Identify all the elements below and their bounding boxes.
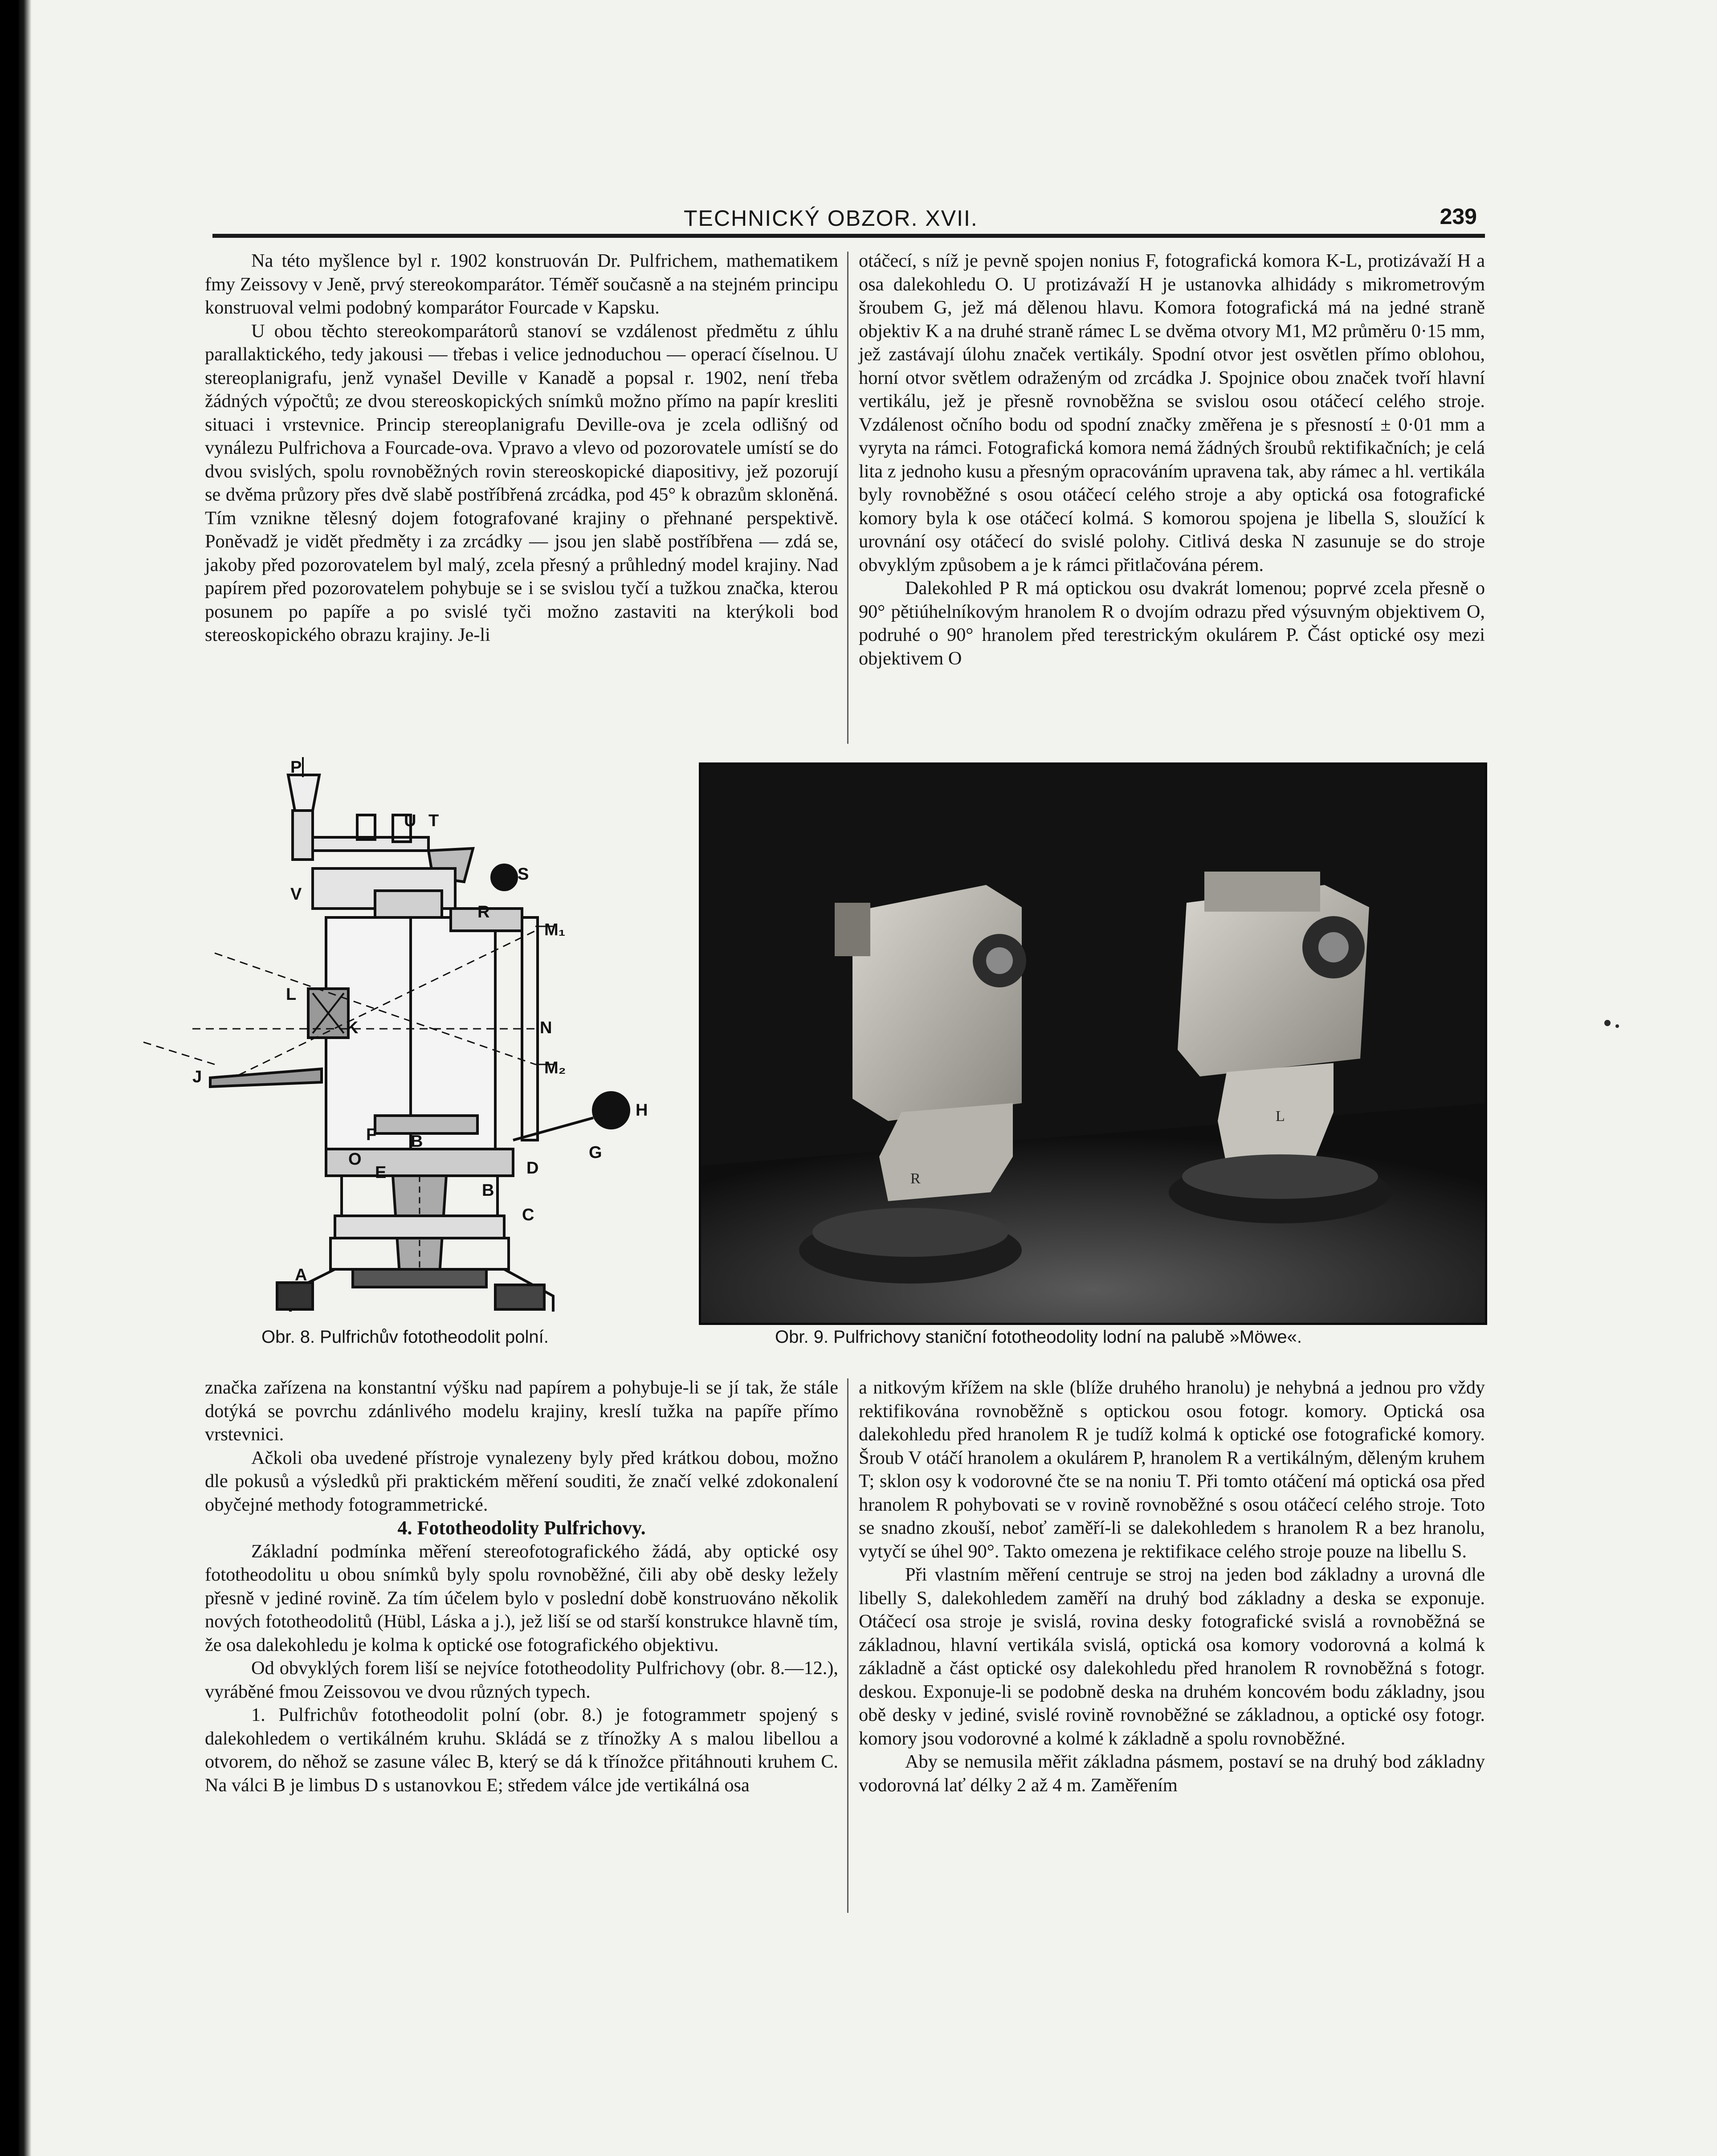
label-L: L: [286, 985, 297, 1004]
figure-9-caption: Obr. 9. Pulfrichovy staniční fototheodolity lodní na palubě »Möwe«.: [775, 1327, 1302, 1347]
label-R: R: [477, 903, 490, 921]
paragraph: Při vlastním měření centruje se stroj na jeden bod základny a urovná dle libelly S, dalekohledem zaměří na druhý bod základny a deska se exponuje. Otáčecí osa stroje je svislá, rovina desky fotografické svislá a rovnoběžná se základnou, hlavní vertikála svislá, optická osa komory vodorovná a kolmá k základně a část optické osy dalekohledu před hranolem R rovnoběžná s fotogr. deskou. Exponuje-li se podobně deska na druhém koncovém bodu základny, jsou obě desky v jediné, svislé rovině rovnoběžné se základnou, a optické osy fotogr. komory jsou vodorovné a kolmé k základně a spolu rovnoběžné.: [859, 1564, 1485, 1749]
running-header: [212, 203, 1485, 238]
label-B-upper: B: [411, 1132, 423, 1151]
scan-speck: [1615, 1024, 1619, 1028]
paragraph: 1. Pulfrichův fototheodolit polní (obr. 8.) je fotogrammetr spojený s dalekohledem o vertikálném kruhu. Skládá se z třínožky A s malou libellou a otvorem, do něhož se zasune válec B, který se dá k třínožce přitáhnouti kruhem C. Na válci B je limbus D s ustanovkou E; středem válce jde vertikálná osa: [205, 1704, 838, 1796]
column-left-top: [205, 249, 838, 647]
column-left-bottom: [205, 1376, 838, 1797]
paragraph: Základní podmínka měření stereofotografického žádá, aby optické osy fototheodolitu u obou snímků byly spolu rovnoběžné, čili aby obě desky ležely přesně v jediné rovině. Za tím účelem bylo v poslední době konstruováno několik nových fototheodolitů (Hübl, Láska a j.), jež liší se od starší konstrukce hlavně tím, že osa dalekohledu je kolma k optické ose fotografického objektivu.: [205, 1541, 838, 1655]
label-H: H: [636, 1101, 648, 1120]
label-A: A: [295, 1266, 307, 1284]
label-P: P: [290, 758, 302, 777]
paragraph: značka zařízena na konstantní výšku nad papírem a pohybuje-li se jí tak, že stále dotýká se povrchu zdánlivého modelu krajiny, kreslí tužka na papíře přímo vrstevnici.: [205, 1377, 838, 1445]
paragraph: Ačkoli oba uvedené přístroje vynalezeny byly před krátkou dobou, možno dle pokusů a výsledků při praktickém měření souditi, že značí velké zdokonalení obyčejné methody fotogrammetrické.: [205, 1447, 838, 1515]
label-O: O: [348, 1150, 362, 1169]
photo-mark-L: L: [1276, 1108, 1285, 1125]
page-number: 239: [1440, 204, 1477, 229]
figure-8-caption: Obr. 8. Pulfrichův fototheodolit polní.: [261, 1327, 549, 1347]
label-G: G: [589, 1143, 602, 1162]
label-V: V: [290, 885, 302, 904]
column-divider: [847, 1378, 848, 1913]
label-D: D: [526, 1159, 539, 1178]
journal-title: TECHNICKÝ OBZOR. XVII.: [684, 206, 978, 231]
paragraph: a nitkovým křížem na skle (blíže druhého hranolu) je nehybná a jednou pro vždy rektifikována rovnoběžně s optickou osou fotogr. komory. Optická osa dalekohledu před hranolem R je tudíž kolmá k optické ose fotografické komory. Šroub V otáčí hranolem a okulárem P, hranolem R a vertikálným, děleným kruhem T; sklon osy k vodorovné čte se na noniu T. Při tomto otáčení má optická osa před hranolem R pohybovati se v rovině rovnoběžné s osou otáčecí celého stroje. Toto se snadno zkouší, neboť zaměří-li se dalekohledem s hranolem R a bez hranolu, vytyčí se úhel 90°. Takto omezena je rektifikace celého stroje pouze na libellu S.: [859, 1377, 1485, 1562]
paragraph: Dalekohled P R má optickou osu dvakrát lomenou; poprvé zcela přesně o 90° pětiúhelníkovým hranolem R o dvojím odrazu před výsuvným objektivem O, podruhé o 90° hranolem před terestrickým okulárem P. Část optické osy mezi objektivem O: [859, 578, 1485, 669]
paragraph: Na této myšlence byl r. 1902 konstruován Dr. Pulfrichem, mathematikem fmy Zeissovy v Jeně, prvý stereokomparátor. Téměř současně a na stejném principu konstruoval velmi podobný komparátor Fourcade v Kapsku.: [205, 250, 838, 318]
scan-speck: [1604, 1020, 1611, 1026]
label-E: E: [375, 1163, 387, 1182]
paragraph: U obou těchto stereokomparátorů stanoví se vzdálenost předmětu z úhlu parallaktického, tedy jakousi — třebas i velice jednoduchou — operací číselnou. U stereoplanigrafu, jenž vynašel Deville v Kanadě a popsal r. 1902, není třeba žádných výpočtů; ze dvou stereoskopických snímků možno přímo na papír kresliti situaci i vrstevnice. Princip stereoplanigrafu Deville-ova je zcela odlišný od vynálezu Pulfrichova a Fourcade-ova. Vpravo a vlevo od pozorovatele umístí se do dvou svislých, spolu rovnoběžných rovin stereoskopické diapositivy, jež pozorují se dvěma průzory přes dvě slabě postříbřená zrcádka, pod 45° k obrazům skloněná. Tím vznikne tělesný dojem fotografované krajiny o přehnané perspektivě. Poněvadž je vidět předměty i za zrcádky — jsou jen slabě postříbřena — zdá se, jakoby před pozorovatelem byl malý, zcela přesný a průhledný model krajiny. Nad papírem před pozorovatelem pohybuje se i se svislou tyčí a tužkou značka, kterou posunem po papíře a po svislé tyči možno zastaviti na kterýkoli bod stereoskopického obrazu krajiny. Je-li: [205, 320, 838, 645]
label-F: F: [366, 1125, 377, 1144]
section-heading: 4. Fototheodolity Pulfrichovy.: [397, 1517, 646, 1539]
label-U: U: [404, 811, 416, 830]
label-T: T: [428, 811, 439, 830]
photo-theodolites: [701, 765, 1485, 1323]
paragraph: Od obvyklých forem liší se nejvíce fototheodolity Pulfrichovy (obr. 8.—12.), vyráběné fmou Zeissovou ve dvou různých typech.: [205, 1658, 838, 1702]
label-J: J: [192, 1068, 202, 1086]
label-N: N: [540, 1019, 552, 1037]
label-M1: M₁: [544, 921, 566, 939]
paragraph: otáčecí, s níž je pevně spojen nonius F, fotografická komora K-L, protizávaží H a osa dalekohledu O. U protizávaží H je ustanovka alhidády s mikrometrovým šroubem G, jež má dělenou hlavu. Komora fotografická má na jedné straně objektiv K a na druhé straně rámec L se dvěma otvory M1, M2 průměru 0·15 mm, jež zastávají úlohu značek vertikály. Spodní otvor jest osvětlen přímo oblohou, horní otvor světlem odraženým od zrcádka J. Spojnice obou značek tvoří hlavní vertikálu, jež je přesně rovnoběžna se svislou osou otáčecí celého stroje. Vzdálenost očního bodu od spodní značky změřena je s přesností ± 0·01 mm a vyryta na rámci. Fotografická komora nemá žádných šroubů rektifikačních; je celá lita z jednoho kusu a přesným opracováním upravena tak, aby rámec a hl. vertikála byly rovnoběžné s osou otáčecí celého stroje a aby optická osa fotografické komory byla k ose otáčecí kolmá. S komorou spojena je libella S, sloužící k urovnání osy otáčecí do svislé polohy. Citlivá deska N zasunuje se do stroje obvyklým způsobem a je k rámci přitlačována pérem.: [859, 250, 1485, 575]
scanned-page: [19, 0, 1717, 2156]
figure-9-photograph: [699, 762, 1487, 1325]
label-S: S: [518, 865, 529, 884]
column-right-top: [859, 249, 1485, 670]
photo-mark-R: R: [910, 1170, 921, 1187]
label-B-lower: B: [482, 1181, 494, 1200]
scan-binding-shadow: [19, 0, 31, 2156]
figure-8-drawing: [143, 757, 669, 1312]
label-K: K: [346, 1019, 359, 1037]
column-divider: [847, 252, 848, 744]
label-M2: M₂: [544, 1059, 566, 1077]
paragraph: Aby se nemusila měřit základna pásmem, postaví se na druhý bod základny vodorovná lať délky 2 až 4 m. Zaměřením: [859, 1751, 1485, 1796]
label-C: C: [522, 1206, 534, 1224]
column-right-bottom: [859, 1376, 1485, 1797]
